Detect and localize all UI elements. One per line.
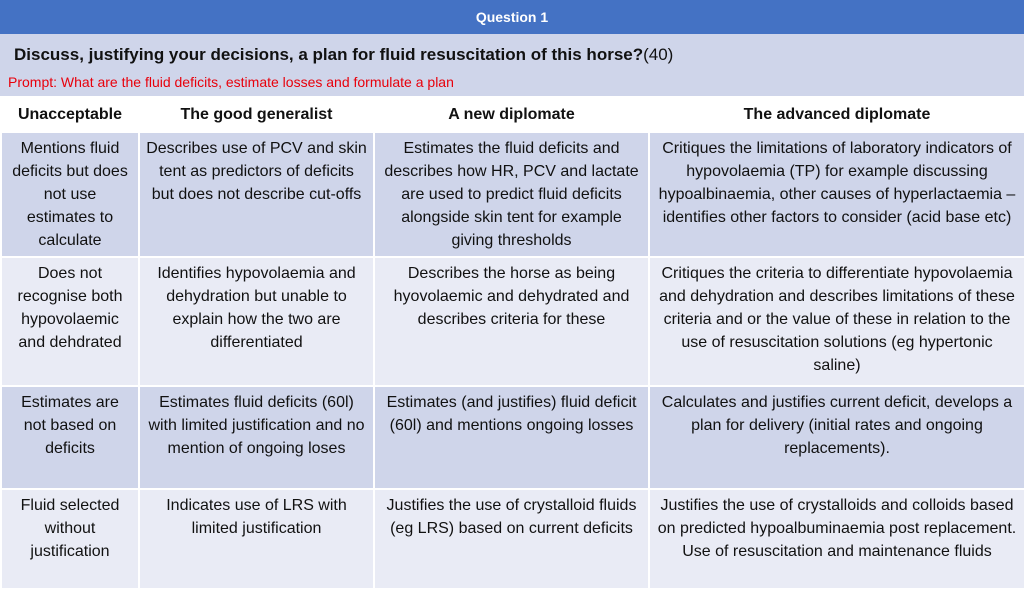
question-text: [14, 45, 673, 65]
question-row: [0, 34, 1024, 96]
question-text-bold: Discuss, justifying your decisions, a plan for fluid resuscitation of this horse?: [14, 45, 644, 64]
table-cell: Describes use of PCV and skin tent as predictors of deficits but does not describe cut-offs: [139, 132, 374, 257]
rubric-table: [0, 96, 1024, 590]
table-cell: Mentions fluid deficits but does not use estimates to calculate: [1, 132, 139, 257]
table-row: [1, 489, 1024, 589]
header-new-diplomate: A new diplomate: [374, 97, 649, 132]
table-cell: Critiques the criteria to differentiate hypovolaemia and dehydration and describes limitations of these criteria and or the value of these in relation to the use of resuscitation solutions (eg hypertonic saline): [649, 257, 1024, 386]
question-marks: (40): [643, 45, 674, 64]
table-row: [1, 257, 1024, 386]
table-cell: Identifies hypovolaemia and dehydration but unable to explain how the two are differentiated: [139, 257, 374, 386]
table-row: [1, 386, 1024, 489]
header-good-generalist: The good generalist: [139, 97, 374, 132]
rubric-header-row: [1, 97, 1024, 132]
question-title: Question 1: [475, 9, 549, 25]
table-row: [1, 132, 1024, 257]
table-cell: Indicates use of LRS with limited justification: [139, 489, 374, 589]
table-cell: Describes the horse as being hyovolaemic and dehydrated and describes criteria for these: [374, 257, 649, 386]
table-cell: Does not recognise both hypovolaemic and dehdrated: [1, 257, 139, 386]
header-advanced-diplomate: The advanced diplomate: [649, 97, 1024, 132]
table-cell: Estimates the fluid deficits and describes how HR, PCV and lactate are used to predict fluid deficits alongside skin tent for example giving thresholds: [374, 132, 649, 257]
table-cell: Justifies the use of crystalloid fluids (eg LRS) based on current deficits: [374, 489, 649, 589]
question-prompt: Prompt: What are the fluid deficits, estimate losses and formulate a plan: [8, 74, 454, 90]
table-cell: Critiques the limitations of laboratory indicators of hypovolaemia (TP) for example discussing hypoalbinaemia, other causes of hyperlactaemia – identifies other factors to consider (acid base etc): [649, 132, 1024, 257]
table-cell: Fluid selected without justification: [1, 489, 139, 589]
question-header-bar: [0, 0, 1024, 34]
table-cell: Justifies the use of crystalloids and colloids based on predicted hypoalbuminaemia post replacement. Use of resuscitation and maintenance fluids: [649, 489, 1024, 589]
table-cell: Estimates (and justifies) fluid deficit (60l) and mentions ongoing losses: [374, 386, 649, 489]
table-cell: Estimates are not based on deficits: [1, 386, 139, 489]
header-unacceptable: Unacceptable: [1, 97, 139, 132]
table-cell: Estimates fluid deficits (60l) with limited justification and no mention of ongoing loses: [139, 386, 374, 489]
table-cell: Calculates and justifies current deficit, develops a plan for delivery (initial rates and ongoing replacements).: [649, 386, 1024, 489]
